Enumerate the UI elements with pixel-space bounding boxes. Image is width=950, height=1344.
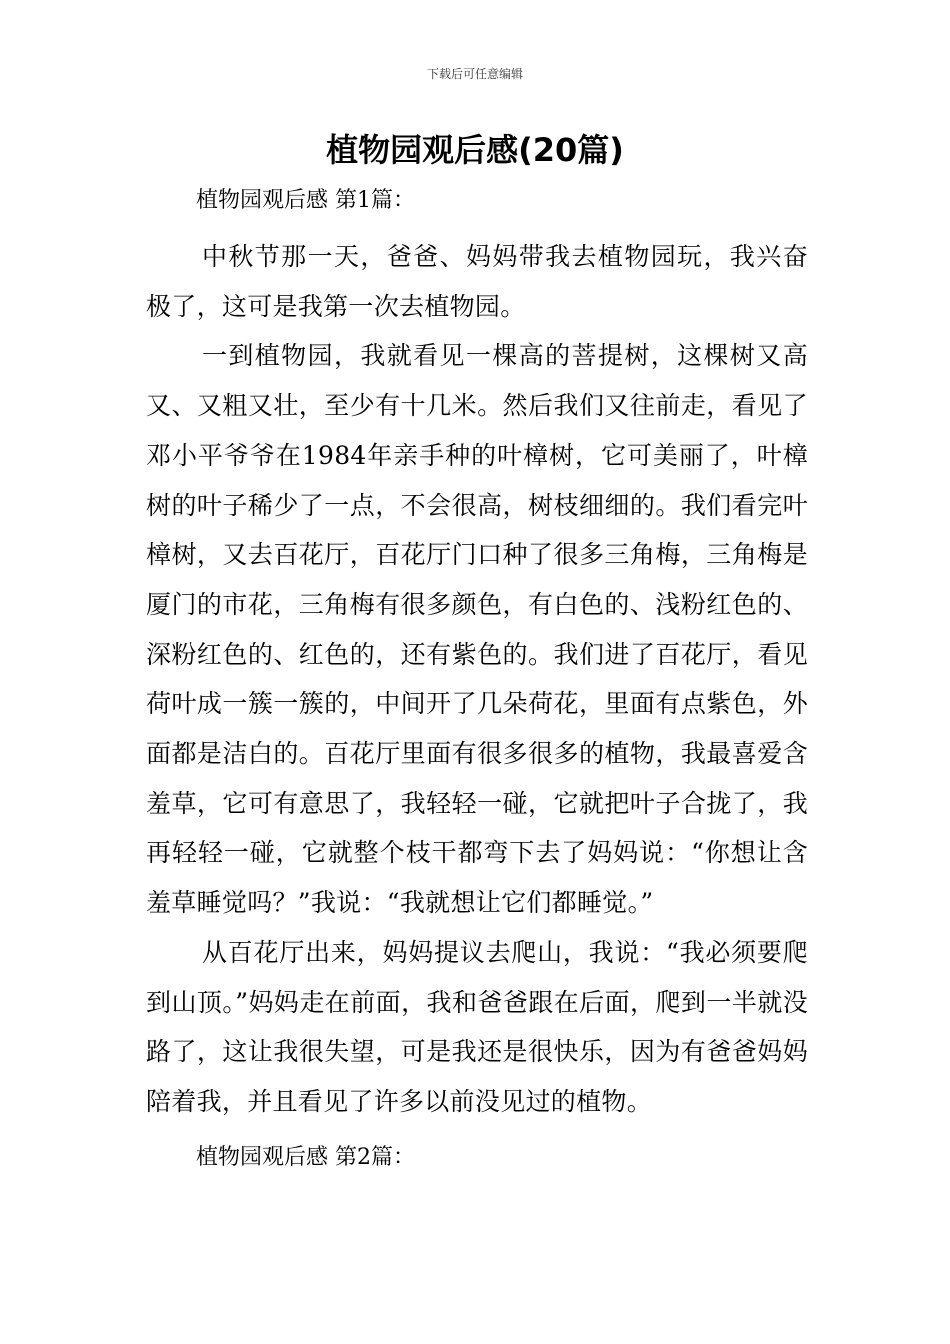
section-heading-1: 植物园观后感 第1篇： [196, 188, 415, 213]
document-title: 植物园观后感(20篇) [326, 131, 624, 169]
document-body [146, 178, 808, 1189]
paragraph-3: 从百花厅出来，妈妈提议去爬山，我说：“我必须要爬到山顶。”妈妈走在前面，我和爸爸跟在后面，爬到一半就没路了，这让我很失望，可是我还是很快乐，因为有爸爸妈妈陪着我，并且看见了许多以前没见过的植物。 [146, 937, 808, 1116]
header-note: 下载后可任意编辑 [426, 67, 523, 81]
section-heading-2: 植物园观后感 第2篇： [196, 1144, 415, 1170]
paragraph-1: 中秋节那一天，爸爸、妈妈带我去植物园玩，我兴奋极了，这可是我第一次去植物园。 [146, 242, 808, 321]
paragraph-2: 一到植物园，我就看见一棵高的菩提树，这棵树又高又、又粗又壮，至少有十几米。然后我们又往前走，看见了邓小平爷爷在1984年亲手种的叶樟树，它可美丽了，叶樟树的叶子稀少了一点，不会很高，树枝细细的。我们看完叶樟树，又去百花厅，百花厅门口种了很多三角梅，三角梅是厦门的市花，三角梅有很多颜色，有白色的、浅粉红色的、深粉红色的、红色的，还有紫色的。我们进了百花厅，看见荷叶成一簇一簇的，中间开了几朵荷花，里面有点紫色，外面都是洁白的。百花厅里面有很多很多的植物，我最喜爱含羞草，它可有意思了，我轻轻一碰，它就把叶子合拢了，我再轻轻一碰，它就整个枝干都弯下去了妈妈说：“你想让含羞草睡觉吗？”我说：“我就想让它们都睡觉。” [146, 341, 808, 918]
